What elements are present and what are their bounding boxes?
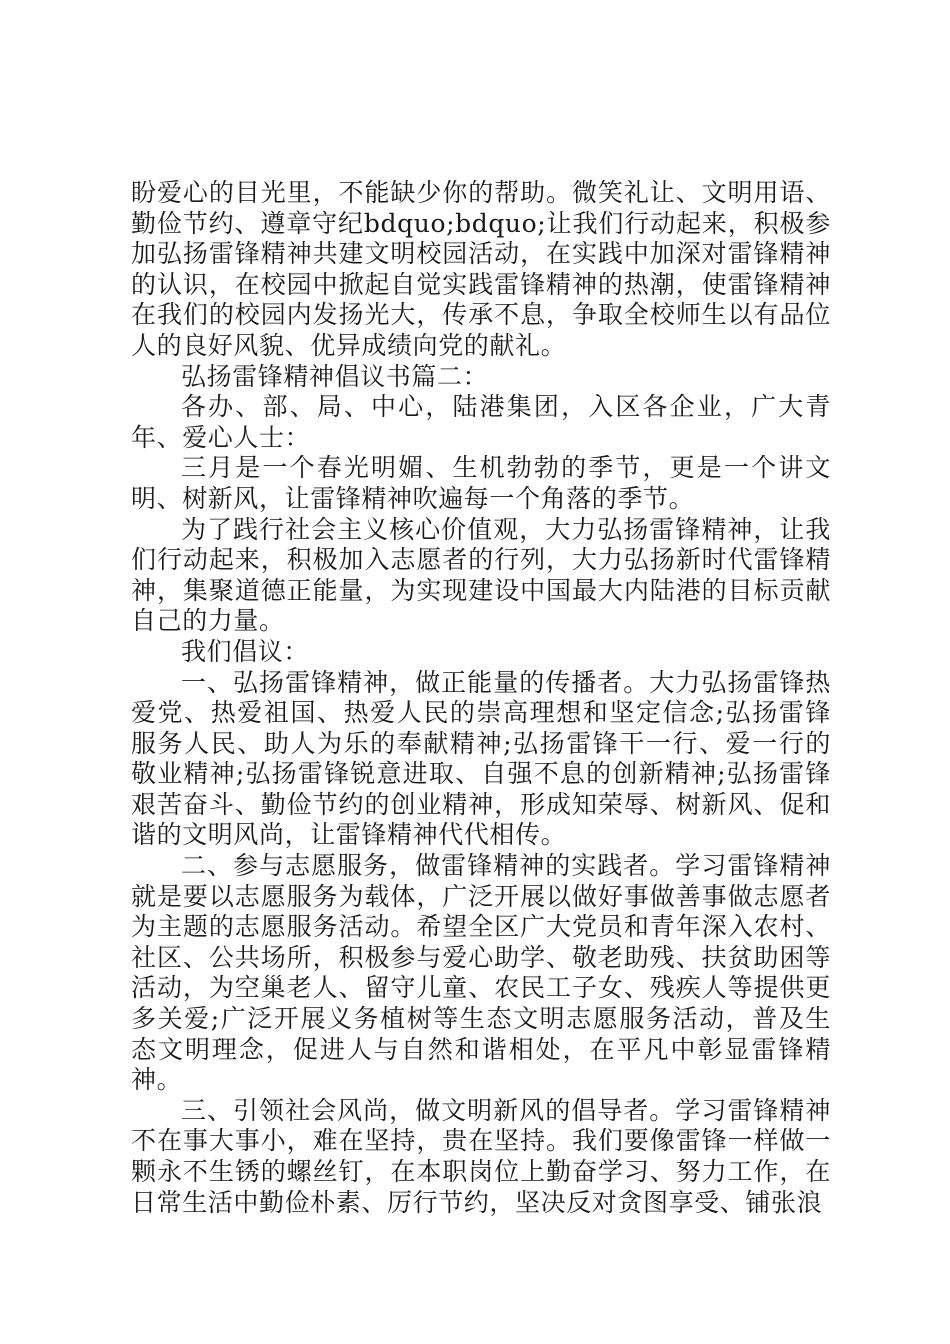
document-body [131, 178, 831, 1218]
paragraph-continuation: 盼爱心的目光里，不能缺少你的帮助。微笑礼让、文明用语、勤俭节约、遵章守纪bdquo;bdquo;让我们行动起来，积极参加弘扬雷锋精神共建文明校园活动，在实践中加深对雷锋精神的认识，在校园中掀起自觉实践雷锋精神的热潮，使雷锋精神在我们的校园内发扬光大，传承不息，争取全校师生以有品位人的良好风貌、优异成绩向党的献礼。 [131, 178, 831, 360]
section-heading: 弘扬雷锋精神倡议书篇二： [181, 361, 489, 391]
proposal-item-2: 二、参与志愿服务，做雷锋精神的实践者。学习雷锋精神就是要以志愿服务为载体，广泛开展以做好事做善事做志愿者为主题的志愿服务活动。希望全区广大党员和青年深入农村、社区、公共场所，积极参与爱心助学、敬老助残、扶贫助困等活动，为空巢老人、留守儿童、农民工子女、残疾人等提供更多关爱;广泛开展义务植树等生态文明志愿服务活动，普及生态文明理念，促进人与自然和谐相处，在平凡中彰显雷锋精神。 [131, 851, 831, 1095]
paragraph-purpose: 为了践行社会主义核心价值观，大力弘扬雷锋精神，让我们行动起来，积极加入志愿者的行列，大力弘扬新时代雷锋精神，集聚道德正能量，为实现建设中国最大内陆港的目标贡献自己的力量。 [131, 514, 831, 636]
paragraph-intro: 三月是一个春光明媚、生机勃勃的季节，更是一个讲文明、树新风，让雷锋精神吹遍每一个角落的季节。 [131, 453, 831, 513]
salutation: 各办、部、局、中心，陆港集团，入区各企业，广大青年、爱心人士： [131, 392, 831, 452]
proposal-item-3: 三、引领社会风尚，做文明新风的倡导者。学习雷锋精神不在事大事小，难在坚持，贵在坚持。我们要像雷锋一样做一颗永不生锈的螺丝钉，在本职岗位上勤奋学习、努力工作，在日常生活中勤俭朴素、厉行节约，坚决反对贪图享受、铺张浪 [131, 1095, 831, 1217]
proposal-lead: 我们倡议： [181, 636, 310, 666]
proposal-item-1: 一、弘扬雷锋精神，做正能量的传播者。大力弘扬雷锋热爱党、热爱祖国、热爱人民的崇高理想和坚定信念;弘扬雷锋服务人民、助人为乐的奉献精神;弘扬雷锋干一行、爱一行的敬业精神;弘扬雷锋锐意进取、自强不息的创新精神;弘扬雷锋艰苦奋斗、勤俭节约的创业精神，形成知荣辱、树新风、促和谐的文明风尚，让雷锋精神代代相传。 [131, 667, 831, 850]
